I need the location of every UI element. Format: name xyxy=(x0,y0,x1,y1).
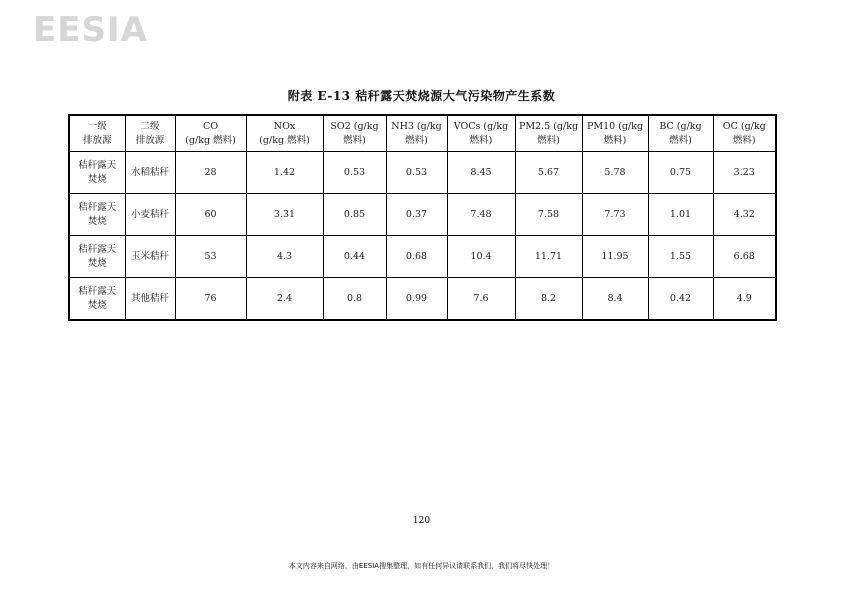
header-oc: OC (g/kg 燃料) xyxy=(713,115,776,152)
cell-pm10: 7.73 xyxy=(582,194,648,236)
cell-so2: 0.8 xyxy=(323,278,386,321)
cell-nh3: 0.99 xyxy=(386,278,447,321)
cell-nox: 4.3 xyxy=(246,236,323,278)
cell-bc: 1.55 xyxy=(648,236,713,278)
cell-oc: 4.32 xyxy=(713,194,776,236)
eesia-logo: EESIA xyxy=(33,10,148,50)
cell-pm25: 11.71 xyxy=(515,236,582,278)
cell-co: 76 xyxy=(175,278,246,321)
cell-nox: 3.31 xyxy=(246,194,323,236)
cell-bc: 0.75 xyxy=(648,152,713,194)
table-row xyxy=(69,194,776,236)
footer-disclaimer: 本文内容来自网络，由EESIA搜集整理，如有任何异议请联系我们，我们将尽快处理！ xyxy=(288,562,555,570)
cell-pm10: 5.78 xyxy=(582,152,648,194)
cell-level2-source: 玉米秸秆 xyxy=(125,236,175,278)
cell-vocs: 8.45 xyxy=(447,152,515,194)
cell-pm10: 11.95 xyxy=(582,236,648,278)
emission-factor-table xyxy=(68,114,777,321)
header-level1-source: 一级 排放源 xyxy=(69,115,125,152)
page-number: 120 xyxy=(412,516,431,526)
cell-nox: 1.42 xyxy=(246,152,323,194)
cell-level2-source: 小麦秸秆 xyxy=(125,194,175,236)
cell-level1-source: 秸秆露天 焚烧 xyxy=(69,278,125,321)
cell-nh3: 0.37 xyxy=(386,194,447,236)
header-pm10: PM10 (g/kg 燃料) xyxy=(582,115,648,152)
cell-nh3: 0.53 xyxy=(386,152,447,194)
cell-so2: 0.53 xyxy=(323,152,386,194)
header-vocs: VOCs (g/kg 燃料) xyxy=(447,115,515,152)
cell-level1-source: 秸秆露天 焚烧 xyxy=(69,236,125,278)
cell-vocs: 7.48 xyxy=(447,194,515,236)
header-bc: BC (g/kg 燃料) xyxy=(648,115,713,152)
cell-co: 53 xyxy=(175,236,246,278)
table-row xyxy=(69,152,776,194)
header-nh3: NH3 (g/kg 燃料) xyxy=(386,115,447,152)
cell-so2: 0.44 xyxy=(323,236,386,278)
cell-oc: 6.68 xyxy=(713,236,776,278)
cell-nh3: 0.68 xyxy=(386,236,447,278)
cell-pm25: 8.2 xyxy=(515,278,582,321)
cell-pm25: 5.67 xyxy=(515,152,582,194)
table-row xyxy=(69,278,776,321)
header-so2: SO2 (g/kg 燃料) xyxy=(323,115,386,152)
cell-vocs: 10.4 xyxy=(447,236,515,278)
cell-co: 28 xyxy=(175,152,246,194)
cell-pm10: 8.4 xyxy=(582,278,648,321)
cell-level1-source: 秸秆露天 焚烧 xyxy=(69,152,125,194)
cell-nox: 2.4 xyxy=(246,278,323,321)
cell-co: 60 xyxy=(175,194,246,236)
cell-pm25: 7.58 xyxy=(515,194,582,236)
cell-bc: 1.01 xyxy=(648,194,713,236)
cell-level2-source: 水稻秸秆 xyxy=(125,152,175,194)
table-title: 附表 E-13 秸秆露天焚烧源大气污染物产生系数 xyxy=(287,89,556,103)
table-header-row xyxy=(69,115,776,152)
header-pm25: PM2.5 (g/kg 燃料) xyxy=(515,115,582,152)
cell-bc: 0.42 xyxy=(648,278,713,321)
header-co: CO (g/kg 燃料) xyxy=(175,115,246,152)
cell-oc: 4.9 xyxy=(713,278,776,321)
header-nox: NOx (g/kg 燃料) xyxy=(246,115,323,152)
header-level2-source: 二级 排放源 xyxy=(125,115,175,152)
cell-oc: 3.23 xyxy=(713,152,776,194)
cell-vocs: 7.6 xyxy=(447,278,515,321)
cell-so2: 0.85 xyxy=(323,194,386,236)
table-row xyxy=(69,236,776,278)
cell-level2-source: 其他秸秆 xyxy=(125,278,175,321)
cell-level1-source: 秸秆露天 焚烧 xyxy=(69,194,125,236)
